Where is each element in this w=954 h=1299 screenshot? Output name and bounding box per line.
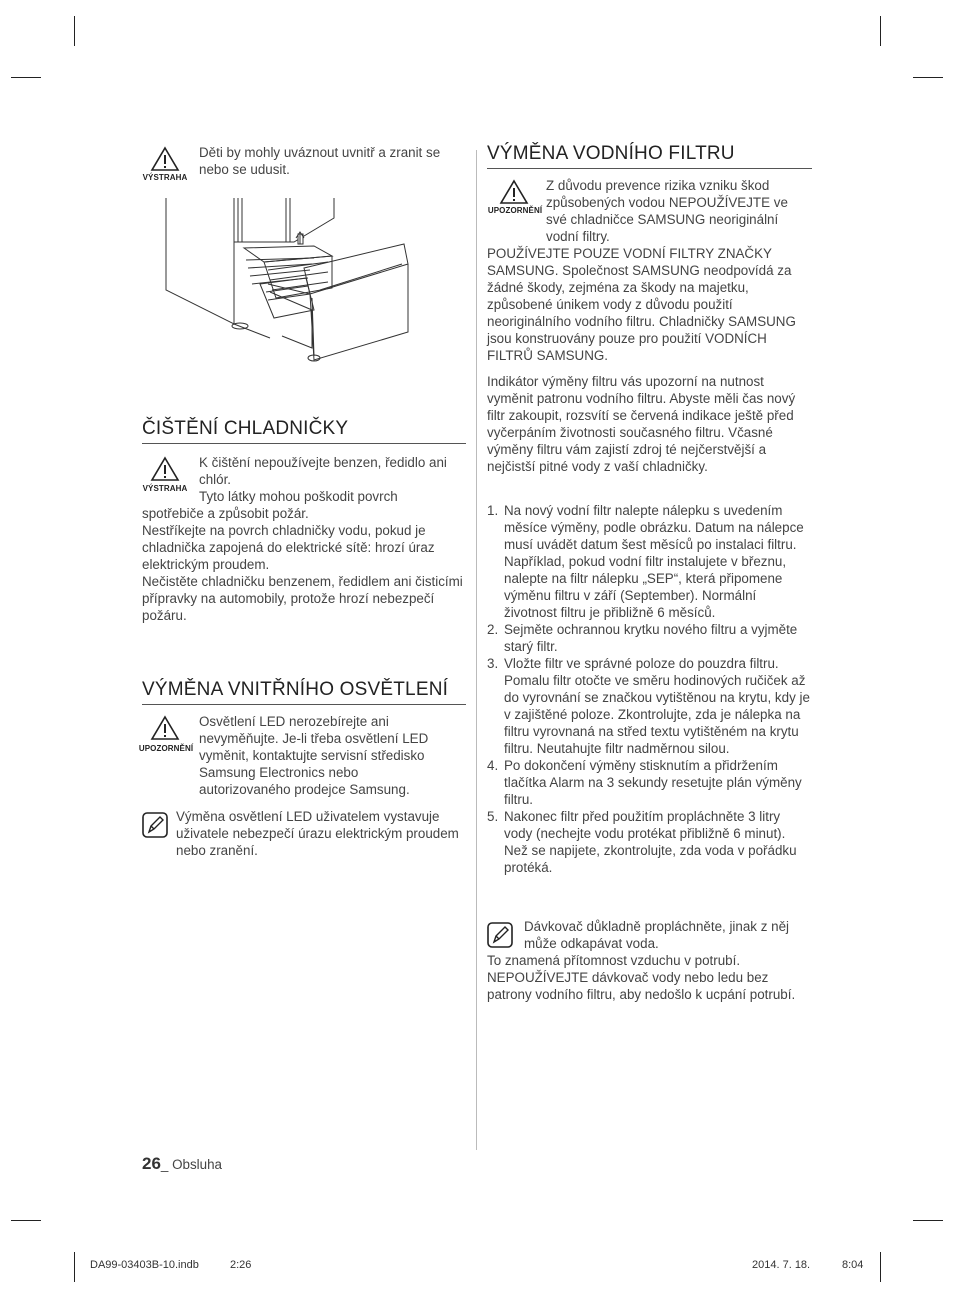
water-filter-paragraph-3: To znamená přítomnost vzduchu v potrubí. NEPOUŽÍVEJTE dávkovač vody nebo ledu bez patrony vodního filtru, aby nedošlo k ucpání potrubí.: [487, 953, 796, 1002]
top-warning: [142, 144, 467, 188]
section-title-water-filter: VÝMĚNA VODNÍHO FILTRU: [487, 143, 735, 164]
crop-mark: [74, 1252, 75, 1282]
step-item: 4. Po dokončení výměny stisknutím a přidržením tlačítka Alarm na 3 sekundy resetujte plán výměny filtru.: [487, 758, 802, 807]
page-footer: [142, 1154, 222, 1174]
crop-mark: [11, 77, 41, 78]
page-number: 26: [142, 1154, 161, 1173]
note-pencil-icon: [487, 922, 513, 948]
warning-triangle-icon: [499, 179, 529, 205]
print-slug-page: 2:26: [230, 1259, 252, 1271]
note-text: Výměna osvětlení LED uživatelem vystavuje uživatele nebezpečí úrazu elektrickým proudem nebo zranění.: [176, 809, 459, 858]
warning-triangle-icon: [150, 456, 180, 482]
refrigerator-drawer-illustration: [164, 198, 410, 364]
cleaning-paragraph-2: Nečistěte chladničku benzenem, ředidlem ani čisticími přípravky na automobily, protože hrozí nebezpečí požáru.: [142, 574, 463, 623]
caution-text: Z důvodu prevence rizika vzniku škod způsobených vodou NEPOUŽÍVEJTE ve své chladničce SAMSUNG neoriginální vodní filtry.: [546, 178, 788, 244]
print-slug-date: 2014. 7. 18.: [752, 1259, 811, 1271]
warning-triangle-icon: [150, 146, 180, 172]
caution-label: UPOZORNĚNÍ: [138, 744, 194, 753]
water-filter-steps: [487, 502, 812, 876]
cleaning-paragraph-1: Nestříkejte na povrch chladničky vodu, pokud je chladnička zapojená do elektrické sítě: hrozí úraz elektrickým proudem.: [142, 523, 435, 572]
crop-mark: [913, 1220, 943, 1221]
warning-triangle-icon: [150, 715, 180, 741]
step-item: 3. Vložte filtr ve správné poloze do pouzdra filtru. Pomalu filtr otočte ve směru hodinových ručiček až do vyrovnání se značkou vytištěnou na krytu, kdy je v zajištěné poloze. Zkontrolujte, zda je nálepka na filtru vyrovnaná na střed textu vytištěném na krytu filtru. Neutahujte filtr nadměrnou silou.: [487, 656, 810, 756]
caution-text: Osvětlení LED nerozebírejte ani nevyměňujte. Je-li třeba osvětlení LED vyměnit, kontaktujte servisní středisko Samsung Electronics nebo autorizovaného prodejce Samsung.: [199, 714, 429, 797]
step-item: 2. Sejměte ochrannou krytku nového filtru a vyjměte starý filtr.: [487, 622, 798, 654]
warning-label: VÝSTRAHA: [142, 484, 188, 493]
section-rule: [487, 168, 812, 169]
section-rule: [142, 443, 466, 444]
step-item: 5. Nakonec filtr před použitím propláchněte 3 litry vody (nechejte vodu protékat přibližně 6 minut). Než se napijete, zkontrolujte, zda voda v pořádku protéká.: [487, 809, 797, 875]
print-slug-file: DA99-03403B-10.indb: [90, 1259, 199, 1271]
warning-text: Děti by mohly uváznout uvnitř a zranit se nebo se udusit.: [199, 145, 441, 177]
crop-mark: [880, 16, 881, 46]
caution-label: UPOZORNĚNÍ: [487, 206, 543, 215]
note-text: Dávkovač důkladně propláchněte, jinak z něj může odkapávat voda.: [524, 919, 790, 951]
warning-label: VÝSTRAHA: [142, 173, 188, 182]
warning-text-2: Tyto látky mohou poškodit povrch: [199, 489, 398, 504]
lighting-caution: [138, 713, 467, 803]
water-filter-paragraph-1: POUŽÍVEJTE POUZE VODNÍ FILTRY ZNAČKY SAMSUNG. Společnost SAMSUNG neodpovídá za žádné škody, zejména za škody na majetku, způsobené únikem vody z důvodu použití neoriginálního vodního filtru. Chladničky SAMSUNG jsou konstruovány pouze pro použití VODNÍCH FILTRŮ SAMSUNG.: [487, 246, 796, 363]
step-item: 1. Na nový vodní filtr nalepte nálepku s uvedením měsíce výměny, podle obrázku. Datum na nálepce musí uvádět datum šest měsíců po instalaci filtru. Například, pokud vodní filtr instalujete v březnu, nalepte na filtr nálepku „SEP“, která připomene výměnu filtru v září (September). Normální životnost filtru je přibližně 6 měsíců.: [487, 503, 804, 620]
footer-section: _ Obsluha: [160, 1157, 222, 1172]
crop-mark: [913, 77, 943, 78]
warning-text-2-continued: spotřebiče a způsobit požár.: [142, 506, 309, 521]
section-title-lighting: VÝMĚNA VNITŘNÍHO OSVĚTLENÍ: [142, 679, 449, 700]
crop-mark: [74, 16, 75, 46]
column-divider: [476, 150, 477, 1150]
water-filter-caution: [487, 177, 812, 247]
water-filter-paragraph-2: Indikátor výměny filtru vás upozorní na nutnost vyměnit patronu vodního filtru. Abyste měli čas nový filtr zakoupit, rozsvítí se červená indikace ještě před vyčerpáním životnosti současného filtru. Včasné výměny filtru vám zajistí zdroj té nejčerstvější a nejčistší pitné vody z vaší chladničky.: [487, 374, 796, 474]
section-title-cleaning: ČIŠTĚNÍ CHLADNIČKY: [142, 418, 349, 439]
section-rule: [142, 704, 466, 705]
warning-text: K čištění nepoužívejte benzen, ředidlo ani chlór.: [199, 455, 447, 487]
print-slug-time: 8:04: [842, 1259, 864, 1271]
crop-mark: [880, 1252, 881, 1282]
note-pencil-icon: [142, 812, 168, 838]
crop-mark: [11, 1220, 41, 1221]
